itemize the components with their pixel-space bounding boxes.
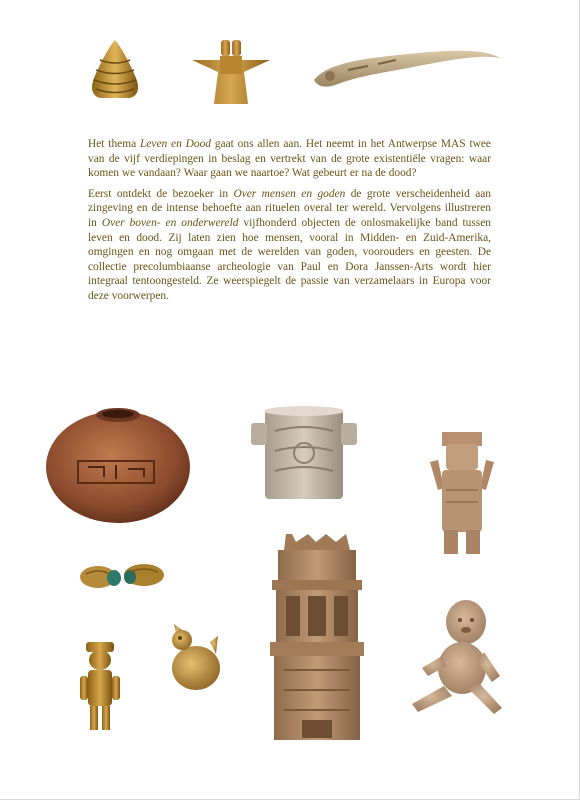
carved-bone-staff-object	[308, 40, 503, 96]
carved-stone-vessel-object	[249, 405, 359, 501]
painted-ceramic-jar-object	[44, 403, 192, 525]
exhibition-theme-title: Leven en Dood	[140, 138, 211, 150]
paragraph-2-text-mid: de grote verscheidenheid aan zingeving en de intense behoefte aan rituelen overal ter wereld. Vervolgens illustreren in	[88, 187, 492, 229]
gold-twin-figure-pendant-object	[190, 38, 272, 108]
intro-text	[88, 137, 491, 310]
gold-spiral-shell-object	[86, 38, 144, 100]
section-title-mensen-goden: Over mensen en goden	[233, 187, 346, 200]
section-title-boven-onderwereld: Over boven- en onderwereld	[101, 216, 239, 229]
paragraph-1-text: Het thema	[88, 138, 140, 150]
paragraph-2	[88, 187, 491, 304]
paragraph-2-text: Eerst ontdekt de bezoeker in	[88, 187, 234, 200]
paragraph-1	[88, 137, 491, 181]
ceramic-figure-arms-raised-object	[422, 430, 502, 558]
gold-bead-ornaments-object	[78, 562, 168, 590]
seated-ceramic-figure-object	[408, 596, 508, 720]
paragraph-2-text-cont: vijfhonderd objecten de onlosmakelijke band tussen leven en dood. Zij laten zien hoe mensen, vooral in Midden- en Zuid-Amerika, omgingen en nog omgaan met de werelden van goden, voorouders en geesten. De collectie precolumbiaanse archeologie van Paul en Dora Janssen-Arts wordt hier integraal tentoongesteld. Ze weerspiegelt de passie van verzamelaars in Europa voor deze voorwerpen.	[88, 216, 491, 302]
paragraph-1-text-cont: gaat ons allen aan. Het neemt in het Antwerpse MAS twee van de vijf verdiepingen in beslag en vertrekt van de grote existentiële vragen: waar komen we vandaan? Waar gaan we naartoe? Wat gebeurt er na de dood?	[88, 138, 491, 180]
gold-bird-pendant-object	[166, 620, 226, 694]
gold-standing-figure-object	[76, 640, 124, 732]
ceramic-temple-model-object	[262, 530, 372, 742]
